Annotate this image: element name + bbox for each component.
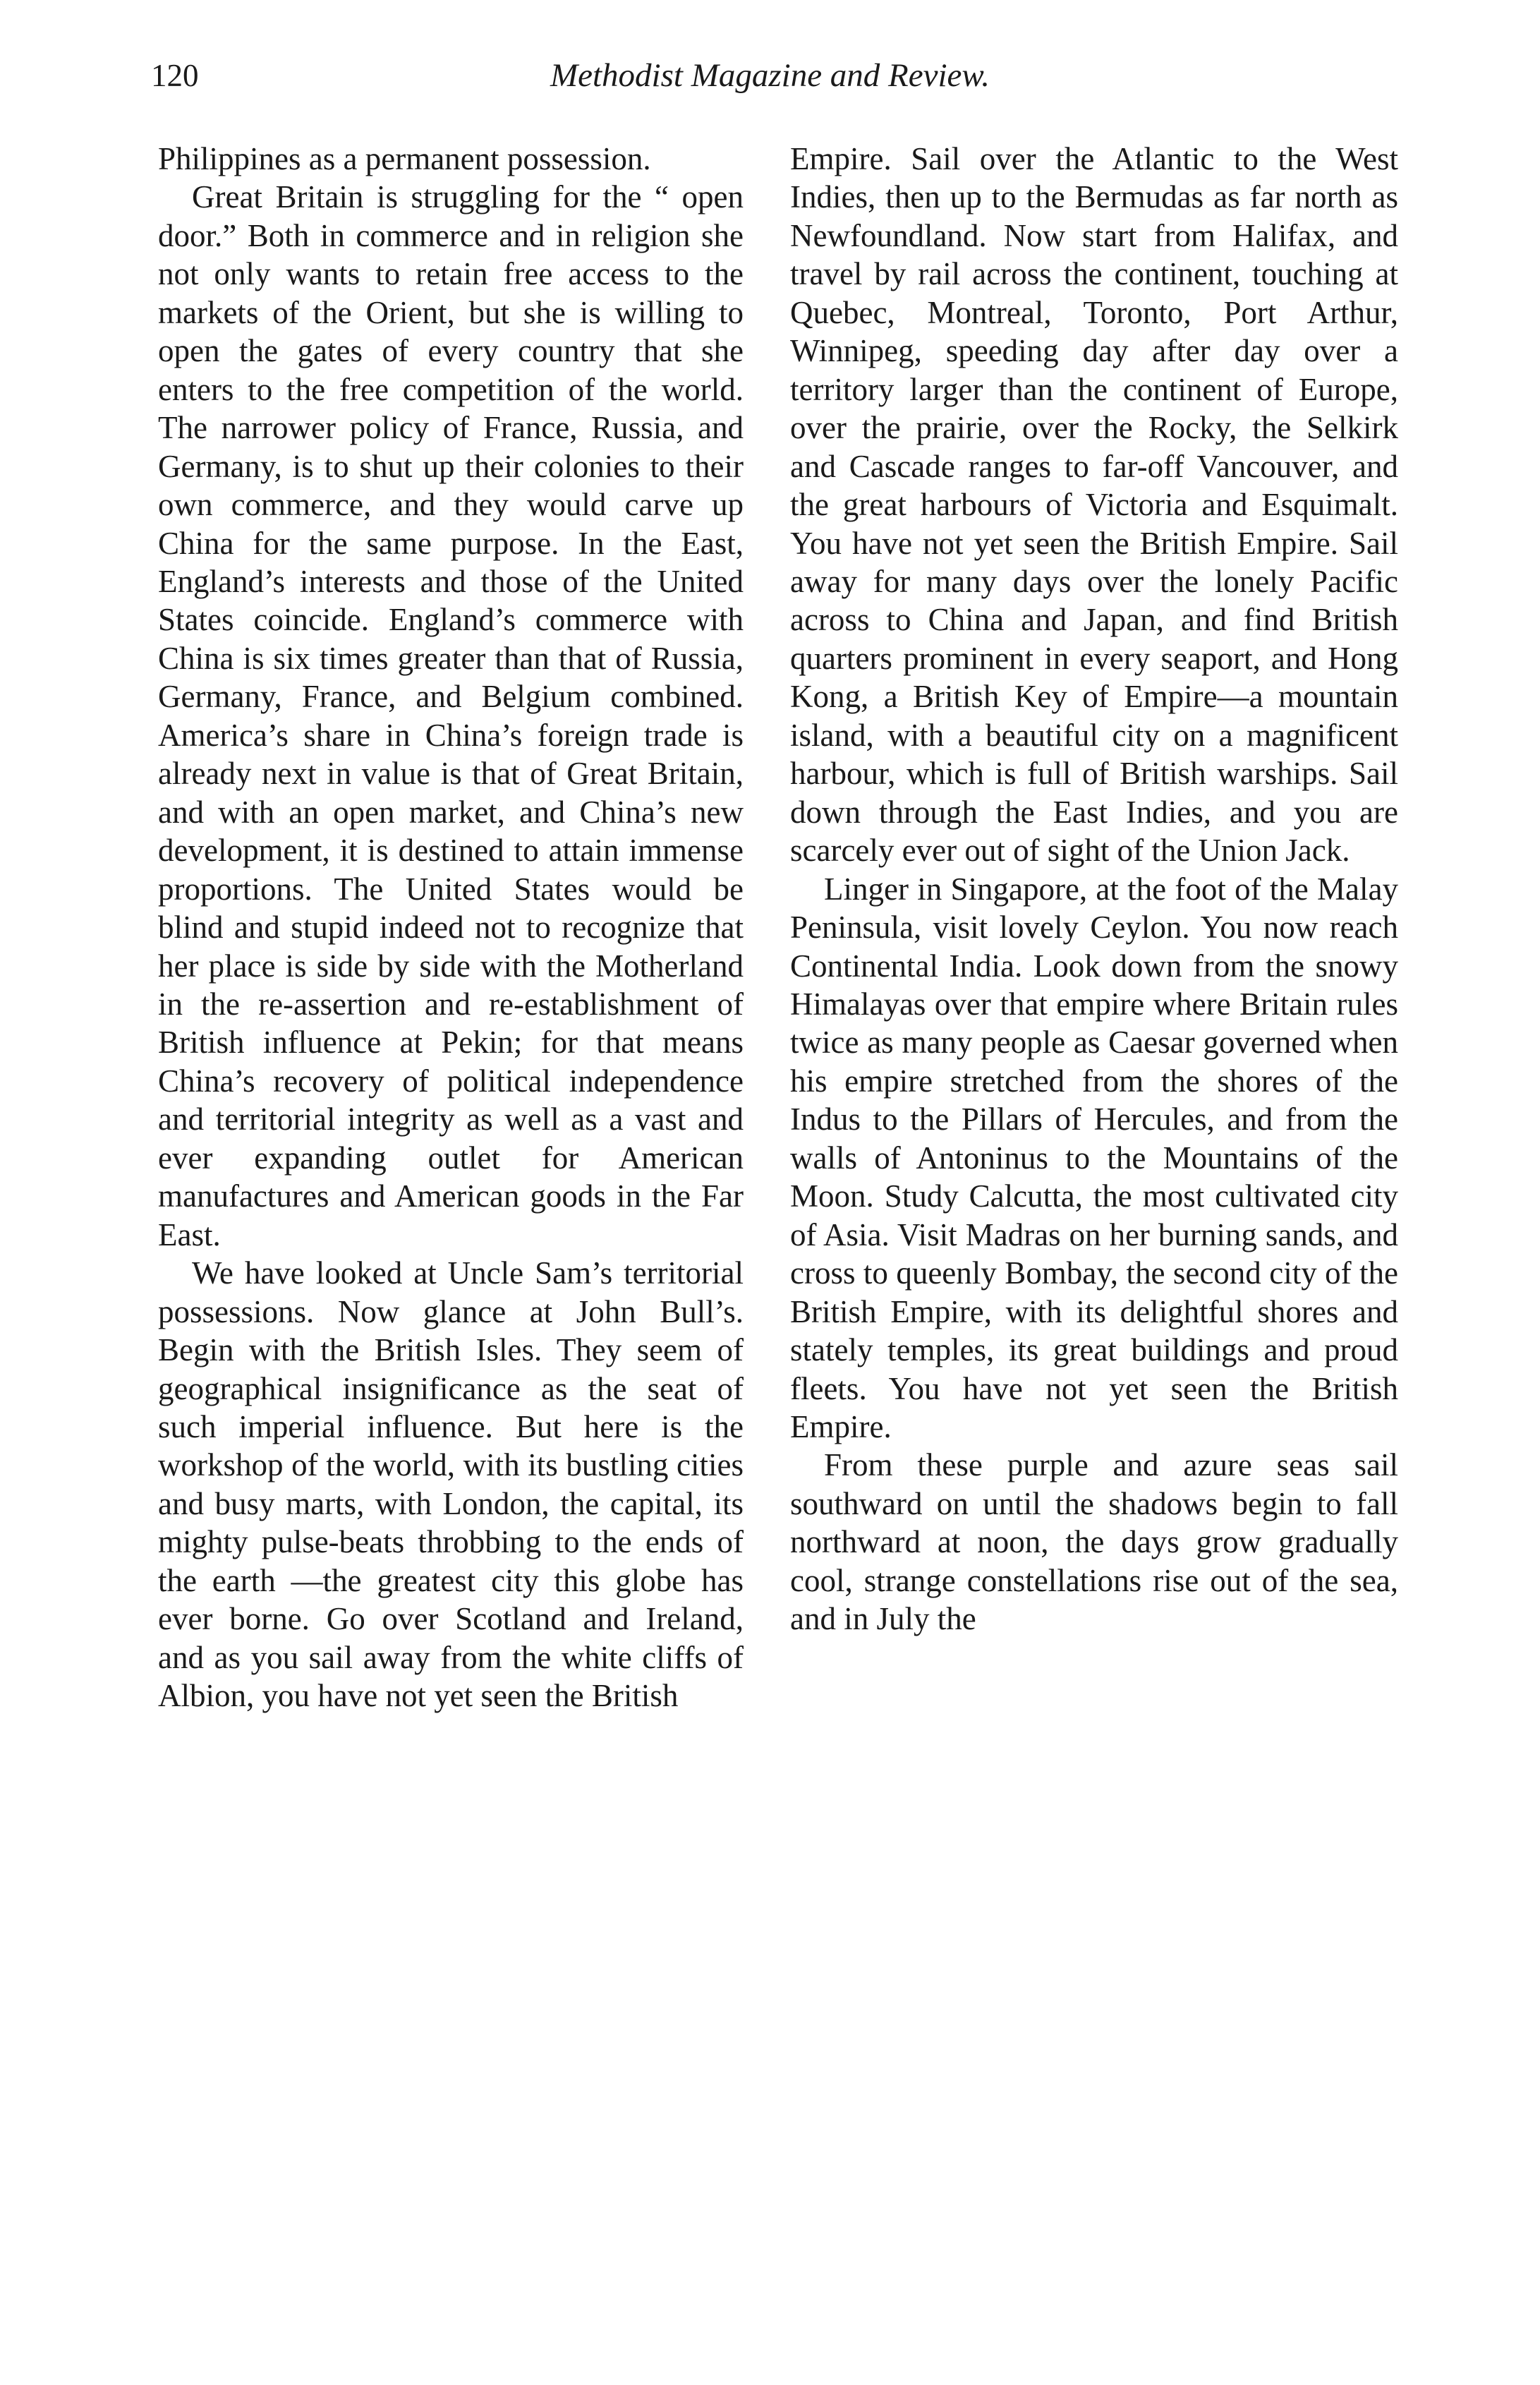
paragraph: We have looked at Uncle Sam’s territorial possessions. Now glance at John Bull’s. Begin with the British Isles. They seem of geographical insignificance as the seat of such imperial influence. But here is the workshop of the world, with its bustling cities and busy marts, with London, the capital, its mighty pulse-beats throbbing to the ends of the earth —the greatest city this globe has ever borne. Go over Scotland and Ireland, and as you sail away from the white cliffs of Albion, you have not yet seen the British — [158, 1255, 744, 1714]
paragraph: Great Britain is struggling for the “ open door.” Both in commerce and in religion she not only wants to retain free access to the markets of the Orient, but she is willing to open the gates of every country that she enters to the free competition of the world. The narrower policy of France, Russia, and Germany, is to shut up their colonies to their own commerce, and they would carve up China for the same purpose. In the East, England’s interests and those of the United States coincide. England’s commerce with China is six times greater than that of Russia, Germany, France, and Belgium combined. America’s share in China’s foreign trade is already next in value is that of Great Britain, and with an open market, and China’s new development, it is destined to attain immense proportions. The United States would be blind and stupid indeed not to recognize that her place is side by side with the Motherland in the re-assertion and re-establishment of British influence at Pekin; for that means China’s recovery of political independence and territorial integrity as well as a vast and ever expanding outlet for American manufactures and American goods in the Far East. — [158, 179, 744, 1252]
running-title: Methodist Magazine and Review. — [550, 57, 990, 94]
page-header — [0, 51, 1540, 100]
left-column — [158, 140, 744, 1715]
page-number: 120 — [151, 58, 199, 93]
paragraph: Philippines as a permanent possession. — [158, 141, 651, 176]
paragraph: Empire. Sail over the Atlantic to the West Indies, then up to the Bermudas as far north as Newfoundland. Now start from Halifax, and travel by rail across the continent, touching at Quebec, Montreal, Toronto, Port Arthur, Winnipeg, speeding day after day over a territory larger than the continent of Europe, over the prairie, over the Rocky, the Selkirk and Cascade ranges to far-off Vancouver, and the great harbours of Victoria and Esquimalt. You have not yet seen the British Empire. Sail away for many days over the lonely Pacific across to China and Japan, and find British quarters prominent in every seaport, and Hong Kong, a British Key of Empire—a mountain island, with a beautiful city on a magnificent harbour, which is full of British warships. Sail down through the East Indies, and you are scarcely ever out of sight of the Union Jack. — [790, 141, 1398, 869]
paragraph: From these purple and azure seas sail southward on until the shadows begin to fall northward at noon, the days grow gradually cool, strange constellations rise out of the sea, and in July the — [790, 1447, 1398, 1637]
right-column — [790, 140, 1398, 1638]
paragraph: Linger in Singapore, at the foot of the Malay Peninsula, visit lovely Ceylon. You now reach Continental India. Look down from the snowy Himalayas over that empire where Britain rules twice as many people as Caesar governed when his empire stretched from the shores of the Indus to the Pillars of Hercules, and from the walls of Antoninus to the Mountains of the Moon. Study Calcutta, the most cultivated city of Asia. Visit Madras on her burning sands, and cross to queenly Bombay, the second city of the British Empire, with its delightful shores and stately temples, its great buildings and proud fleets. You have not yet seen the British Empire. — [790, 871, 1398, 1444]
